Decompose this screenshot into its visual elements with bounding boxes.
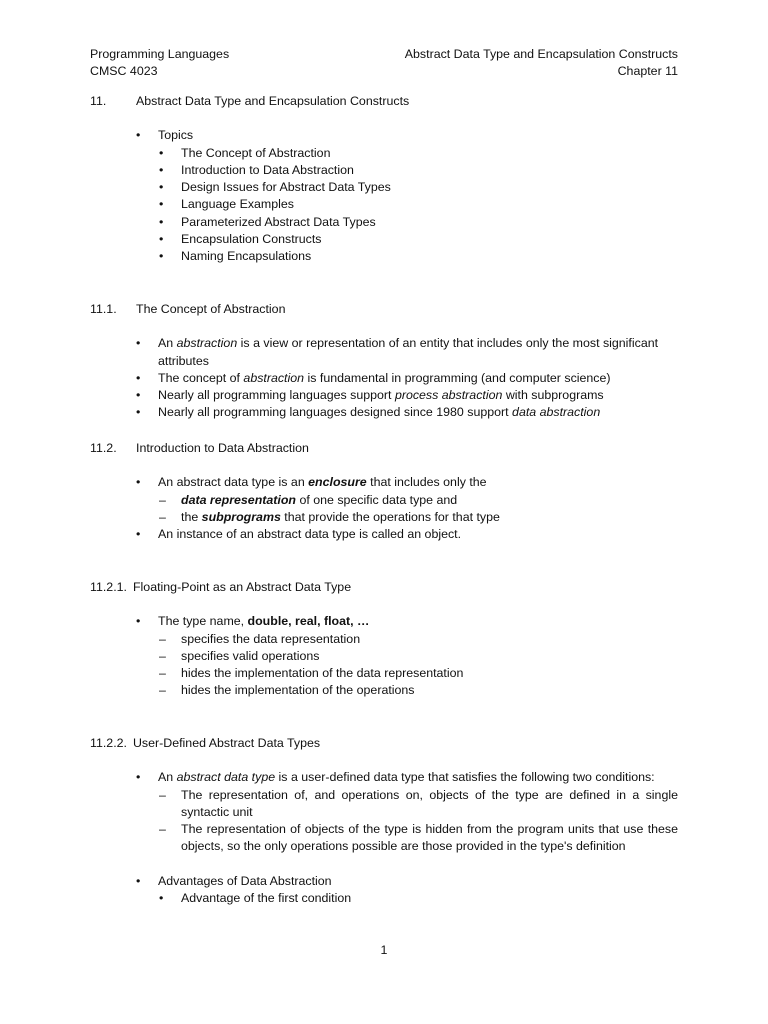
dash-item: – hides the implementation of the operations bbox=[90, 682, 678, 699]
section-number: 11.2. bbox=[90, 441, 117, 455]
bullet-item: • Nearly all programming languages designed since 1980 support data abstraction bbox=[90, 404, 678, 421]
section-title: Floating-Point as an Abstract Data Type bbox=[132, 580, 352, 594]
topic-item: • Parameterized Abstract Data Types bbox=[90, 214, 678, 231]
section-heading bbox=[90, 93, 678, 110]
bullet-item: • Advantages of Data Abstraction bbox=[90, 873, 678, 890]
bullet-item: • An abstract data type is an enclosure that includes only the bbox=[90, 474, 678, 491]
bullet-item: • An abstract data type is a user-defined data type that satisfies the following two conditions: bbox=[90, 769, 678, 786]
topic-item: • Design Issues for Abstract Data Types bbox=[90, 179, 678, 196]
section-title: The Concept of Abstraction bbox=[136, 302, 286, 316]
section-number: 11.1. bbox=[90, 302, 117, 316]
bullet-item: • The concept of abstraction is fundamental in programming (and computer science) bbox=[90, 370, 678, 387]
bullet-item: • The type name, double, real, float, … bbox=[90, 613, 678, 630]
dash-item: – The representation of objects of the type is hidden from the program units that use these objects, so the only operations possible are those provided in the type's definition bbox=[90, 821, 678, 856]
section-title: Introduction to Data Abstraction bbox=[136, 441, 309, 455]
section-11-1 bbox=[90, 301, 678, 422]
topic-item: • The Concept of Abstraction bbox=[90, 145, 678, 162]
dash-item: – the subprograms that provide the operations for that type bbox=[90, 509, 678, 526]
section-11 bbox=[90, 93, 678, 266]
dash-item: – specifies the data representation bbox=[90, 631, 678, 648]
section-11-2 bbox=[90, 440, 678, 543]
section-heading bbox=[90, 440, 678, 457]
chapter-number: Chapter 11 bbox=[617, 64, 678, 78]
dash-item: – data representation of one specific data type and bbox=[90, 492, 678, 509]
sub-bullet-item: • Advantage of the first condition bbox=[90, 890, 678, 907]
dash-item: – specifies valid operations bbox=[90, 648, 678, 665]
section-11-2-2 bbox=[90, 735, 678, 907]
bullet-item: • Nearly all programming languages support process abstraction with subprograms bbox=[90, 387, 678, 404]
dash-item: – hides the implementation of the data representation bbox=[90, 665, 678, 682]
page-header bbox=[90, 46, 678, 80]
bullet-item: • An abstraction is a view or representation of an entity that includes only the most significant attributes bbox=[90, 335, 678, 370]
chapter-title: Abstract Data Type and Encapsulation Constructs bbox=[404, 47, 678, 61]
section-number: 11. bbox=[90, 94, 107, 108]
topic-item: • Encapsulation Constructs bbox=[90, 231, 678, 248]
section-title: User-Defined Abstract Data Types bbox=[132, 736, 321, 750]
section-heading bbox=[90, 735, 678, 752]
section-title: Abstract Data Type and Encapsulation Constructs bbox=[136, 94, 410, 108]
course-code: CMSC 4023 bbox=[90, 64, 158, 78]
topic-item: • Introduction to Data Abstraction bbox=[90, 162, 678, 179]
topic-item: • Naming Encapsulations bbox=[90, 248, 678, 265]
bullet-item: • An instance of an abstract data type is called an object. bbox=[90, 526, 678, 543]
section-number: 11.2.2. bbox=[90, 736, 127, 750]
course-name: Programming Languages bbox=[90, 47, 230, 61]
dash-item: – The representation of, and operations on, objects of the type are defined in a single syntactic unit bbox=[90, 787, 678, 822]
topics-label: • Topics bbox=[90, 127, 678, 144]
section-number: 11.2.1. bbox=[90, 580, 127, 594]
section-heading bbox=[90, 301, 678, 318]
page-number: 1 bbox=[380, 943, 388, 957]
topic-item: • Language Examples bbox=[90, 196, 678, 213]
section-11-2-1 bbox=[90, 579, 678, 700]
section-heading bbox=[90, 579, 678, 596]
